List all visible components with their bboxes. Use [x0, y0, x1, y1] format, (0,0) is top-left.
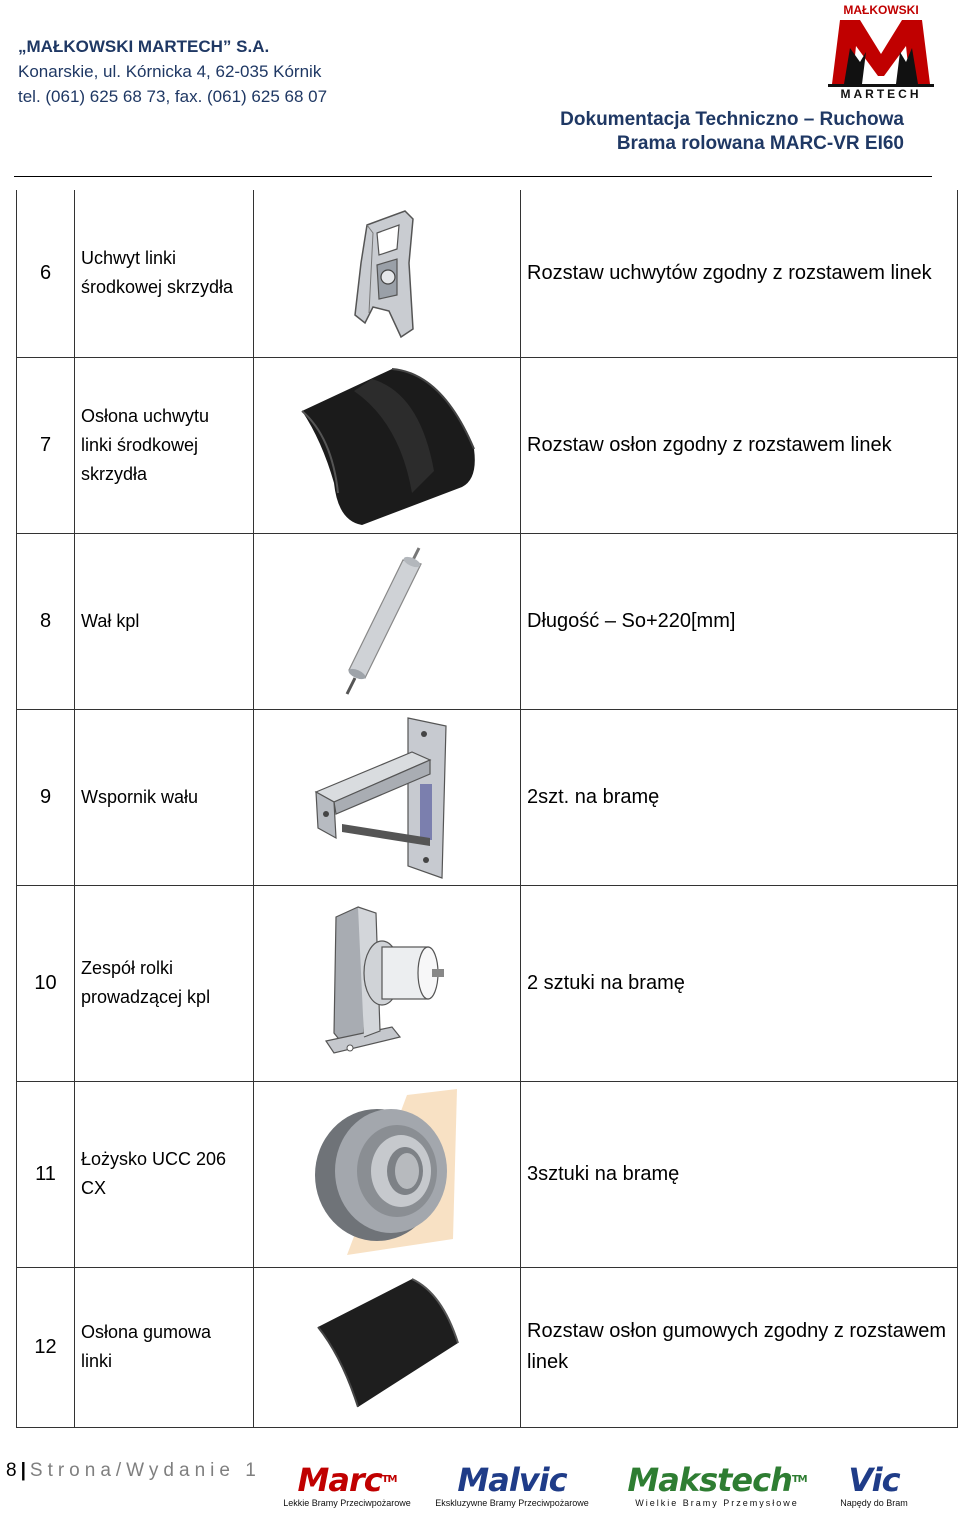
parts-table — [16, 190, 958, 1428]
row-number: 10 — [17, 885, 75, 1081]
part-note-line: 2 sztuki na bramę — [527, 971, 685, 994]
part-name — [75, 190, 254, 357]
part-note-line: Rozstaw uchwytów zgodny z rozstawem linek — [527, 261, 932, 284]
row-number: 7 — [17, 357, 75, 533]
table-row — [17, 190, 958, 357]
brand-tm: TM — [791, 1474, 807, 1485]
part-image — [254, 533, 521, 709]
part-name — [75, 533, 254, 709]
part-note — [521, 357, 958, 533]
bearing-icon — [307, 1089, 467, 1259]
part-image — [254, 1081, 521, 1267]
part-note-line: Długość – So+220[mm] — [527, 609, 736, 632]
brand-name: Makstech — [627, 1461, 792, 1499]
brand-vic-logo — [836, 1462, 912, 1509]
part-note-line: Rozstaw osłon gumowych zgodny z rozstawem — [527, 1320, 947, 1342]
row-number: 9 — [17, 709, 75, 885]
document-title — [560, 108, 904, 156]
table-row — [17, 533, 958, 709]
martech-logo — [826, 2, 936, 100]
brand-tagline: Napędy do Bram — [840, 1498, 908, 1508]
brand-tagline: Wielkie Bramy Przemysłowe — [635, 1498, 799, 1508]
row-number: 8 — [17, 533, 75, 709]
part-name — [75, 1267, 254, 1427]
part-note — [521, 190, 958, 357]
part-name-line: skrzydła — [81, 463, 148, 484]
table-row — [17, 1081, 958, 1267]
part-name-line: linki środkowej — [81, 434, 199, 455]
part-name-line: Osłona gumowa — [81, 1322, 212, 1342]
part-note — [521, 709, 958, 885]
company-name: „MAŁKOWSKI MARTECH” S.A. — [18, 37, 270, 56]
part-name-line: Łożysko UCC 206 — [81, 1149, 227, 1169]
logo-top-text: MAŁKOWSKI — [843, 3, 919, 17]
company-phone: tel. (061) 625 68 73, fax. (061) 625 68 07 — [18, 87, 328, 106]
row-number: 12 — [17, 1267, 75, 1427]
part-name-line: Uchwyt linki — [81, 248, 177, 269]
part-note — [521, 885, 958, 1081]
part-name — [75, 357, 254, 533]
page-label: Strona/Wydanie 1 — [29, 1460, 261, 1481]
brand-name: Malvic — [457, 1461, 567, 1499]
part-note-line: linek — [527, 1351, 569, 1373]
part-name-line: CX — [81, 1178, 107, 1198]
table-row — [17, 357, 958, 533]
part-name-line: Wspornik wału — [81, 786, 199, 807]
page-number — [6, 1460, 261, 1482]
shaft-bracket-icon — [312, 714, 462, 880]
row-number: 6 — [17, 190, 75, 357]
table-row — [17, 1267, 958, 1427]
part-image — [254, 190, 521, 357]
guide-roller-icon — [322, 903, 452, 1063]
doc-title-line2: Brama rolowana MARC-VR EI60 — [616, 133, 904, 154]
holder-cover-icon — [292, 363, 482, 527]
brand-marc-logo — [282, 1462, 412, 1509]
part-name — [75, 709, 254, 885]
brand-name: Vic — [848, 1461, 900, 1499]
page-separator: | — [20, 1460, 26, 1481]
brand-makstech-logo — [614, 1462, 820, 1509]
part-image — [254, 709, 521, 885]
header-rule — [14, 176, 932, 177]
brand-tm: TM — [381, 1474, 397, 1485]
part-note — [521, 533, 958, 709]
table-row — [17, 885, 958, 1081]
part-note-line: 2szt. na bramę — [527, 785, 660, 808]
part-name-line: środkowej skrzydła — [81, 277, 234, 298]
part-note — [521, 1267, 958, 1427]
rubber-cover-icon — [312, 1277, 462, 1417]
cable-holder-icon — [327, 203, 447, 343]
brand-name: Marc — [297, 1461, 382, 1499]
part-note-line: 3sztuki na bramę — [527, 1162, 680, 1185]
page-number-value: 8 — [6, 1460, 17, 1481]
brand-malvic-logo — [434, 1462, 590, 1509]
part-name — [75, 885, 254, 1081]
brand-tagline: Lekkie Bramy Przeciwpożarowe — [283, 1498, 411, 1508]
part-name-line: Zespół rolki — [81, 958, 174, 978]
part-name-line: Osłona uchwytu — [81, 405, 210, 426]
part-image — [254, 357, 521, 533]
part-image — [254, 1267, 521, 1427]
company-info — [18, 34, 327, 109]
company-address: Konarskie, ul. Kórnicka 4, 62-035 Kórnik — [18, 62, 322, 81]
doc-title-line1: Dokumentacja Techniczno – Ruchowa — [560, 109, 904, 130]
part-note-line: Rozstaw osłon zgodny z rozstawem linek — [527, 433, 892, 456]
logo-bottom-text: MARTECH — [840, 87, 922, 100]
table-row — [17, 709, 958, 885]
part-image — [254, 885, 521, 1081]
part-name — [75, 1081, 254, 1267]
part-note — [521, 1081, 958, 1267]
part-name-line: linki — [81, 1351, 113, 1371]
row-number: 11 — [17, 1081, 75, 1267]
brand-tagline: Ekskluzywne Bramy Przeciwpożarowe — [435, 1498, 589, 1508]
part-name-line: prowadzącej kpl — [81, 987, 211, 1007]
shaft-icon — [337, 546, 437, 696]
part-name-line: Wał kpl — [81, 610, 140, 631]
